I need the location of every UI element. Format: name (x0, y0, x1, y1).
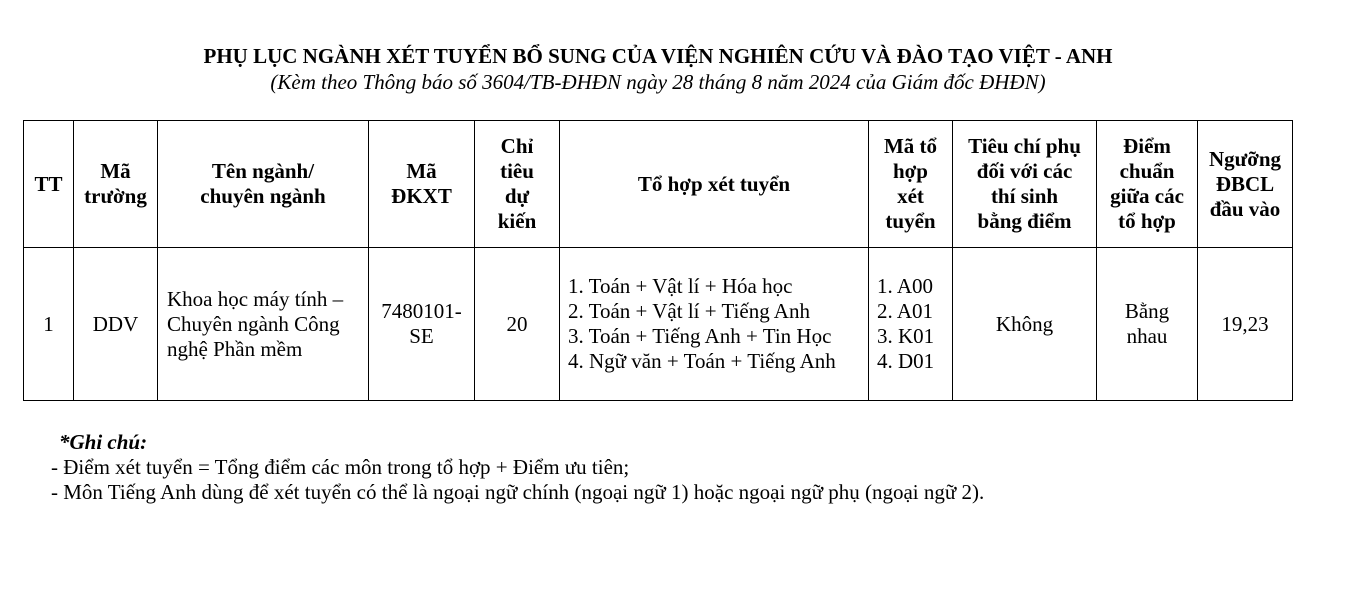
cell-ten-nganh (158, 248, 369, 401)
header-line: Mã tổ (883, 134, 938, 158)
header-line: trường (84, 184, 147, 208)
header-line: giữa các (1110, 184, 1184, 208)
combination-code: 4. D01 (877, 349, 935, 373)
header-ma-to-hop (869, 121, 953, 248)
cell-chi-tieu: 20 (475, 248, 560, 401)
header-ten-nganh (158, 121, 369, 248)
table-header-row (24, 121, 1293, 248)
note-item: - Điểm xét tuyển = Tổng điểm các môn trong tổ hợp + Điểm ưu tiên; (51, 455, 630, 479)
cell-line: 7480101- (381, 299, 462, 323)
header-line: đối với các (976, 159, 1073, 183)
cell-line: nghệ Phần mềm (167, 336, 303, 361)
admission-table (23, 120, 1293, 401)
cell-ma-truong: DDV (74, 248, 158, 401)
header-line: ĐBCL (1215, 171, 1275, 196)
header-line: đầu vào (1209, 196, 1281, 221)
header-line: chuyên ngành (200, 184, 326, 208)
header-line: dự (504, 184, 530, 208)
combination-code: 1. A00 (877, 274, 934, 298)
header-line: kiến (497, 209, 537, 233)
header-line: thí sinh (990, 184, 1059, 208)
combination-item: 2. Toán + Vật lí + Tiếng Anh (568, 299, 810, 323)
header-line: Tiêu chí phụ (968, 134, 1081, 158)
cell-line: Khoa học máy tính – (167, 286, 344, 311)
cell-tt: 1 (24, 248, 74, 401)
cell-line: nhau (1126, 324, 1168, 348)
document-title: PHỤ LỤC NGÀNH XÉT TUYỂN BỔ SUNG CỦA VIỆN NGHIÊN CỨU VÀ ĐÀO TẠO VIỆT - ANH (203, 44, 1113, 68)
combination-code: 3. K01 (877, 324, 935, 348)
header-diem-chuan (1097, 121, 1198, 248)
header-ma-truong (74, 121, 158, 248)
header-line: Mã (406, 159, 437, 183)
header-tt: TT (24, 121, 74, 248)
notes-title: *Ghi chú: (59, 430, 148, 454)
header-line: Điểm (1123, 134, 1171, 158)
combination-item: 1. Toán + Vật lí + Hóa học (568, 274, 793, 298)
header-line: Tên ngành/ (211, 159, 315, 183)
cell-tieu-chi-phu: Không (953, 248, 1097, 401)
cell-ma-to-hop (869, 248, 953, 401)
header-line: bằng điểm (977, 209, 1072, 233)
header-line: Ngưỡng (1208, 146, 1282, 171)
combination-item: 4. Ngữ văn + Toán + Tiếng Anh (568, 349, 836, 373)
header-ma-dkxt (369, 121, 475, 248)
header-line: tiêu (500, 159, 534, 183)
notes-section (51, 430, 984, 505)
table-row (24, 248, 1293, 401)
header-line: hợp (893, 159, 928, 183)
cell-to-hop (560, 248, 869, 401)
cell-line: Bằng (1124, 299, 1170, 323)
document-subtitle: (Kèm theo Thông báo số 3604/TB-ĐHĐN ngày 28 tháng 8 năm 2024 của Giám đốc ĐHĐN) (270, 70, 1046, 94)
combination-code: 2. A01 (877, 299, 934, 323)
header-chi-tieu (475, 121, 560, 248)
cell-nguong: 19,23 (1198, 248, 1293, 401)
cell-ma-dkxt (369, 248, 475, 401)
header-to-hop: Tổ hợp xét tuyển (560, 121, 869, 248)
header-tieu-chi-phu (953, 121, 1097, 248)
header-line: Mã (100, 159, 131, 183)
header-line: tổ hợp (1118, 209, 1176, 233)
note-item: - Môn Tiếng Anh dùng để xét tuyển có thể là ngoại ngữ chính (ngoại ngữ 1) hoặc ngoại ngữ phụ (ngoại ngữ 2). (51, 480, 985, 504)
cell-line: Chuyên ngành Công (167, 311, 340, 336)
combination-item: 3. Toán + Tiếng Anh + Tin Học (568, 324, 832, 348)
header-line: Chỉ (500, 134, 534, 158)
header-nguong (1198, 121, 1293, 248)
header-line: ĐKXT (391, 184, 452, 208)
cell-line: SE (409, 324, 434, 348)
header-line: xét (897, 184, 924, 208)
header-line: tuyển (885, 209, 936, 233)
cell-diem-chuan (1097, 248, 1198, 401)
header-line: chuẩn (1119, 159, 1175, 183)
